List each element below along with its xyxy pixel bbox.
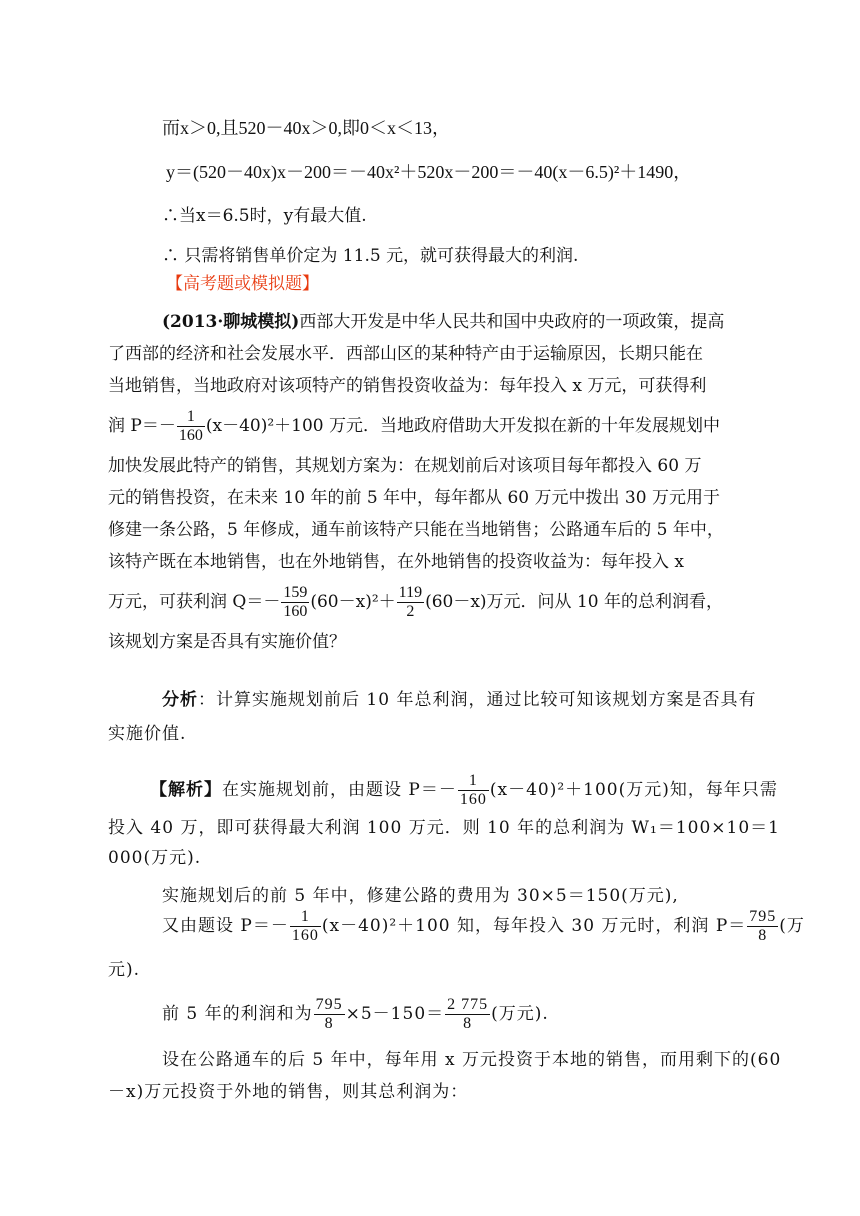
problem-line-9 [108, 582, 750, 622]
math-line-1: 而x＞0,且520－40x＞0,即0＜x＜13， [162, 118, 450, 138]
problem-text-9b: (60－x)²＋ [310, 592, 396, 612]
problem-text-9a: 万元，可获利润 Q＝－ [108, 592, 281, 612]
solution-text-5b: (x－40)²＋100 知，每年投入 30 万元时，利润 P＝ [321, 916, 747, 936]
solution-text-1b: (x－40)²＋100(万元)知，每年只需 [489, 780, 778, 800]
solution-line-7 [162, 994, 750, 1034]
solution-text-5c: (万 [779, 916, 805, 936]
solution-line-2: 投入 40 万，即可获得最大利润 100 万元．则 10 年的总利润为 W₁＝100×10＝1 [108, 818, 780, 838]
solution-label: 【解析】 [150, 780, 222, 800]
fraction-denominator: 160 [291, 927, 319, 944]
fraction-numerator: 795 [315, 996, 343, 1013]
fraction-2775-8 [445, 996, 490, 1033]
fraction-numerator: 1 [458, 772, 489, 791]
fraction-numerator: 1 [290, 908, 321, 927]
fraction-1-160 [290, 908, 321, 945]
math-line-2: y＝(520－40x)x－200＝－40x²＋520x－200＝－40(x－6.5)²＋1490， [166, 162, 692, 182]
conclusion-line: ∴ 只需将销售单价定为 11.5 元，就可获得最大的利润. [162, 246, 579, 266]
problem-line-6: 元的销售投资，在未来 10 年的前 5 年中，每年都从 60 万元中拨出 30 万元用于 [108, 488, 720, 508]
math-line-3: ∴当x＝6.5时，y有最大值. [162, 206, 367, 226]
solution-line-3: 000(万元). [108, 848, 202, 868]
solution-line-5 [162, 906, 805, 946]
fraction-denominator: 160 [283, 603, 308, 620]
solution-line-9: －x)万元投资于外地的销售，则其总利润为： [108, 1082, 469, 1102]
fraction-denominator: 8 [463, 1015, 473, 1032]
problem-line-8: 该特产既在本地销售，也在外地销售，在外地销售的投资收益为：每年投入 x [108, 552, 684, 572]
solution-line-1 [150, 770, 778, 810]
problem-line-2: 了西部的经济和社会发展水平．西部山区的某种特产由于运输原因，长期只能在 [108, 344, 703, 364]
problem-line-5: 加快发展此特产的销售，其规划方案为：在规划前后对该项目每年都投入 60 万 [108, 456, 702, 476]
fraction-numerator: 119 [398, 584, 423, 601]
fraction-denominator: 2 [406, 603, 415, 620]
fraction-159-160 [281, 584, 309, 621]
problem-line-4 [108, 406, 750, 446]
fraction-119-2 [397, 584, 424, 621]
fraction-denominator: 160 [459, 791, 487, 808]
solution-line-4: 实施规划后的前 5 年中，修建公路的费用为 30×5＝150(万元), [162, 886, 679, 906]
section-heading: 【高考题或模拟题】 [166, 274, 319, 294]
fraction-1-160 [458, 772, 489, 809]
fraction-denominator: 8 [324, 1015, 334, 1032]
problem-line-7: 修建一条公路，5 年修成，通车前该特产只能在当地销售；公路通车后的 5 年中， [108, 520, 724, 540]
solution-text-7b: ×5－150＝ [345, 1004, 445, 1024]
fraction-numerator: 795 [749, 908, 777, 925]
problem-source: (2013·聊城模拟) [162, 312, 300, 332]
problem-line-1 [162, 310, 750, 334]
solution-text-7a: 前 5 年的利润和为 [162, 1004, 313, 1024]
fraction-numerator: 2 775 [447, 996, 489, 1013]
analysis-text-1: ：计算实施规划前后 10 年总利润，通过比较可知该规划方案是否具有 [198, 690, 757, 710]
solution-text-7c: (万元). [491, 1004, 549, 1024]
fraction-795-8 [747, 908, 778, 945]
problem-line-10: 该规划方案是否具有实施价值？ [108, 632, 346, 652]
fraction-numerator: 1 [177, 408, 205, 427]
analysis-line-1 [162, 688, 757, 712]
fraction-denominator: 160 [178, 427, 203, 444]
fraction-denominator: 8 [758, 927, 768, 944]
fraction-1-160 [177, 408, 205, 445]
analysis-label: 分析 [162, 690, 198, 710]
solution-text-1a: 在实施规划前，由题设 P＝－ [222, 780, 457, 800]
solution-text-5a: 又由题设 P＝－ [162, 916, 289, 936]
problem-text-4b: (x－40)²＋100 万元．当地政府借助大开发拟在新的十年发展规划中 [205, 416, 720, 436]
analysis-line-2: 实施价值. [108, 724, 187, 744]
fraction-numerator: 159 [283, 584, 308, 601]
fraction-795-8 [314, 996, 345, 1033]
problem-line-3: 当地销售，当地政府对该项特产的销售投资收益为：每年投入 x 万元，可获得利 [108, 376, 707, 396]
solution-line-6: 元). [108, 960, 141, 980]
problem-text-1: 西部大开发是中华人民共和国中央政府的一项政策，提高 [299, 312, 725, 332]
problem-text-9c: (60－x)万元．问从 10 年的总利润看， [425, 592, 723, 612]
problem-text-4a: 润 P＝－ [108, 416, 176, 436]
solution-line-8: 设在公路通车的后 5 年中，每年用 x 万元投资于本地的销售，而用剩下的(60 [162, 1050, 782, 1070]
